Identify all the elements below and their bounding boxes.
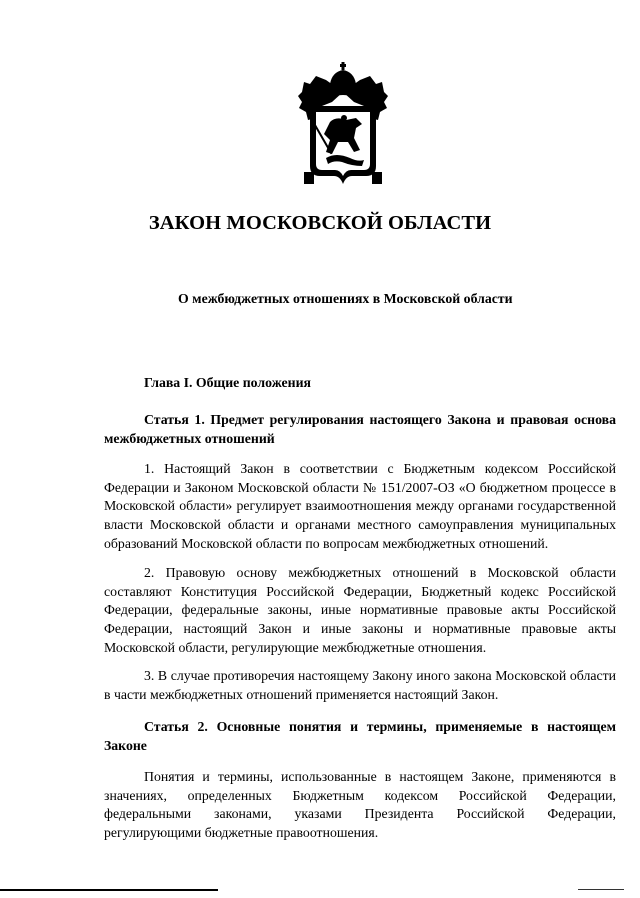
- chapter-heading: Глава I. Общие положения: [144, 375, 311, 390]
- coat-of-arms-icon: [296, 62, 390, 190]
- article-1-paragraph-2: 2. Правовую основу межбюджетных отношений в Московской области составляют Конституция Российской Федерации, Бюджетный кодекс Российской Федерации, федеральные законы, иные нормативные правовые акты Российской Федерации, настоящий Закон и иные законы и нормативные правовые акты Московской области, регулирующие межбюджетные отношения.: [104, 565, 616, 655]
- law-subject: О межбюджетных отношениях в Московской области: [178, 291, 513, 306]
- article-2-heading: Статья 2. Основные понятия и термины, применяемые в настоящем Законе: [104, 719, 616, 753]
- scan-edge-line-right: [578, 889, 624, 890]
- law-title: ЗАКОН МОСКОВСКОЙ ОБЛАСТИ: [148, 212, 492, 234]
- article-1-paragraph-1: 1. Настоящий Закон в соответствии с Бюджетным кодексом Российской Федерации и Законом Московской области № 151/2007-ОЗ «О бюджетном процессе в Московской области» регулирует взаимоотношения между органами государственной власти Московской области и органами местного самоуправления муниципальных образований Московской области по вопросам межбюджетных отношений.: [104, 461, 616, 551]
- article-1-paragraph-3: 3. В случае противоречия настоящему Закону иного закона Московской области в части межбюджетных отношений применяется настоящий Закон.: [104, 668, 616, 702]
- article-1-heading: Статья 1. Предмет регулирования настоящего Закона и правовая основа межбюджетных отношений: [104, 412, 616, 446]
- article-2-paragraph-1: Понятия и термины, использованные в настоящем Законе, применяются в значениях, определенных Бюджетным кодексом Российской Федерации, федеральными законами, указами Президента Российской Федерации, регулирующими бюджетные правоотношения.: [104, 769, 616, 841]
- scan-edge-line: [0, 889, 218, 891]
